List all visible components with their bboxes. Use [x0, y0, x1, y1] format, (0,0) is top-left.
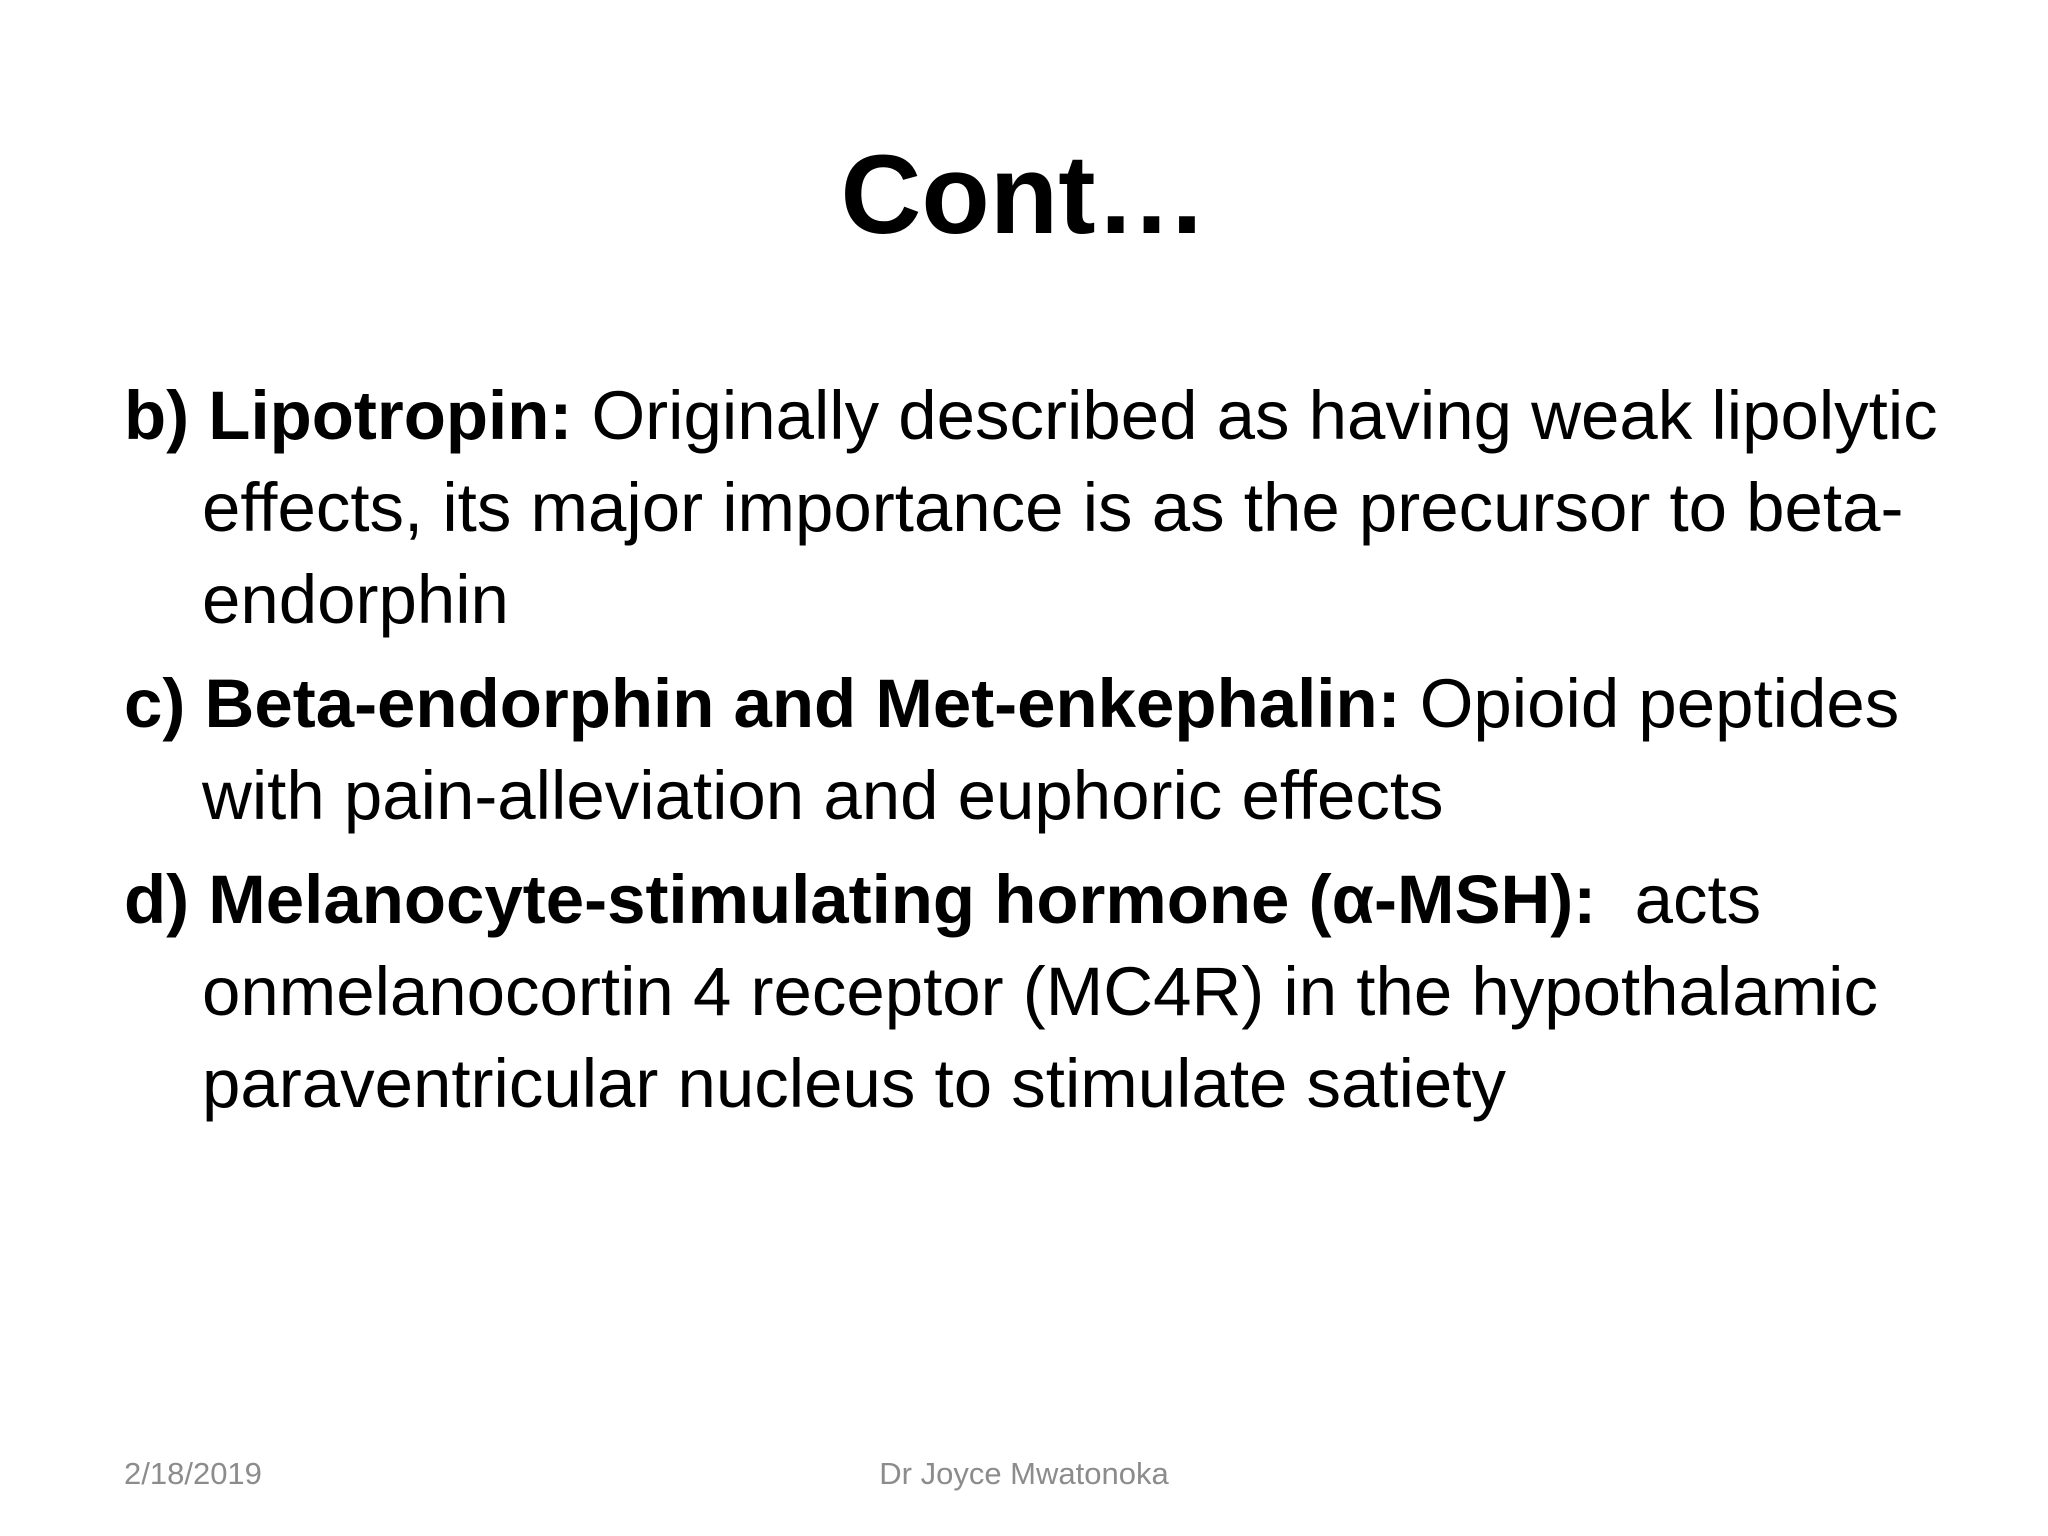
list-item-msh — [124, 854, 1984, 1130]
footer-date: 2/18/2019 — [124, 1456, 262, 1491]
item-text: Originally described as having weak lipolytic effects, its major importance is as the precursor to beta-endorphin — [202, 377, 1938, 638]
list-item-lipotropin — [124, 370, 1984, 646]
item-text: Opioid peptides with pain-alleviation and euphoric effects — [202, 665, 1900, 834]
list-item-beta-endorphin — [124, 658, 1984, 842]
footer-author: Dr Joyce Mwatonoka — [879, 1456, 1169, 1491]
item-heading: d) Melanocyte-stimulating hormone (α-MSH): — [124, 861, 1597, 938]
slide-content — [124, 370, 1984, 1142]
item-heading: b) Lipotropin: — [124, 377, 573, 454]
item-text: acts onmelanocortin 4 receptor (MC4R) in the hypothalamic paraventricular nucleus to stimulate satiety — [202, 861, 1898, 1122]
slide-title: Cont… — [840, 132, 1208, 257]
item-heading: c) Beta-endorphin and Met-enkephalin: — [124, 665, 1401, 742]
